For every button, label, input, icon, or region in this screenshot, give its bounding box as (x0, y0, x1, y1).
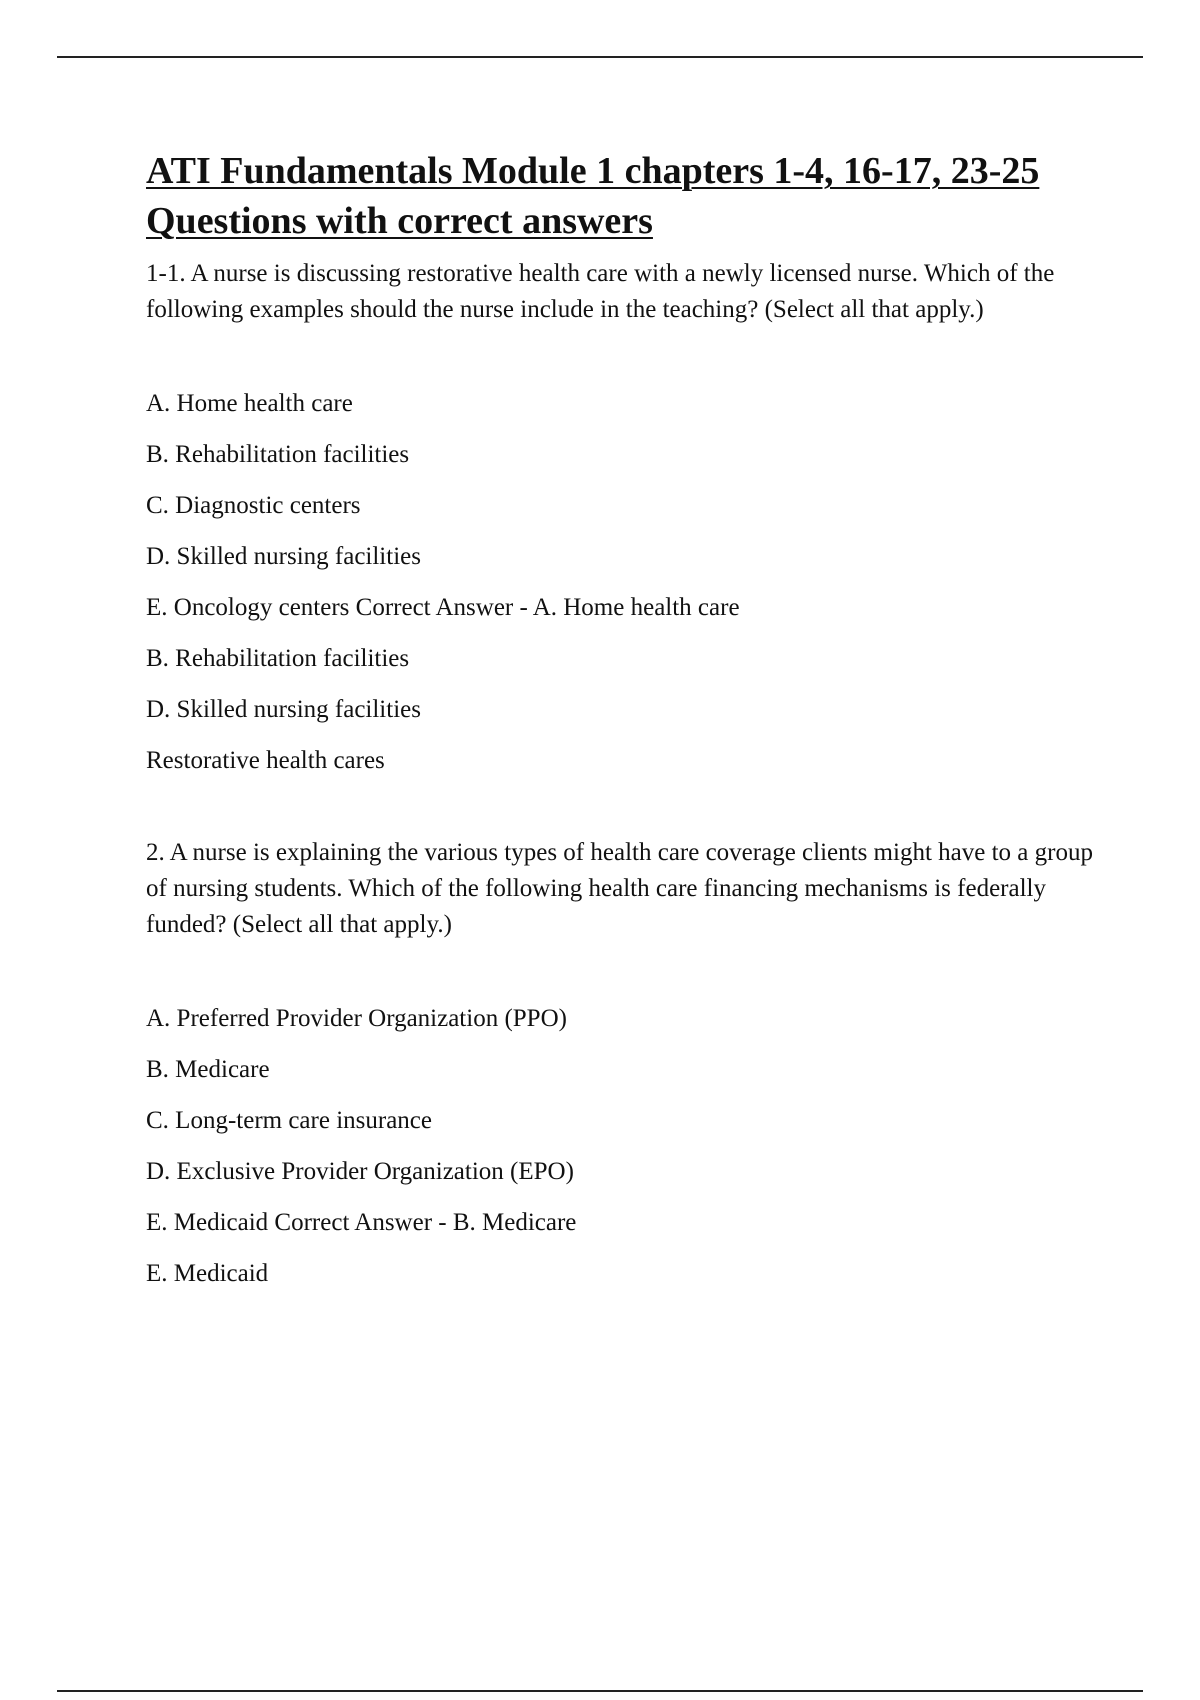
question-text: 2. A nurse is explaining the various types of health care coverage clients might have to a group of nursing students. Which of the following health care financing mechanisms is federally funded? (Select all that apply.) (146, 839, 1093, 938)
bottom-rule (57, 1690, 1143, 1692)
document-title: ATI Fundamentals Module 1 chapters 1-4, 16-17, 23-25 Questions with correct answers (146, 150, 1040, 242)
answer-line: D. Skilled nursing facilities (146, 696, 421, 723)
answer-line: B. Rehabilitation facilities (146, 645, 410, 672)
answer-line: E. Oncology centers Correct Answer - A. Home health care (146, 594, 740, 621)
answer-line: B. Rehabilitation facilities (146, 441, 410, 468)
answer-line: D. Skilled nursing facilities (146, 543, 421, 570)
answer-line: C. Long-term care insurance (146, 1107, 432, 1134)
answer-line: A. Preferred Provider Organization (PPO) (146, 1005, 567, 1032)
top-rule (57, 56, 1143, 58)
answer-line: E. Medicaid (146, 1260, 269, 1287)
answer-line: A. Home health care (146, 390, 353, 417)
answer-list (146, 1001, 1096, 1292)
question-block-1 (146, 256, 1096, 779)
answer-line: B. Medicare (146, 1056, 270, 1083)
answer-line: D. Exclusive Provider Organization (EPO) (146, 1158, 574, 1185)
answer-list (146, 386, 1096, 779)
answer-line: C. Diagnostic centers (146, 492, 361, 519)
question-text: 1-1. A nurse is discussing restorative health care with a newly licensed nurse. Which of the following examples should the nurse include in the teaching? (Select all that apply.) (146, 260, 1055, 323)
answer-line: E. Medicaid Correct Answer - B. Medicare (146, 1209, 577, 1236)
document-body (146, 146, 1096, 1307)
answer-line: Restorative health cares (146, 747, 385, 774)
question-block-2 (146, 835, 1096, 1292)
